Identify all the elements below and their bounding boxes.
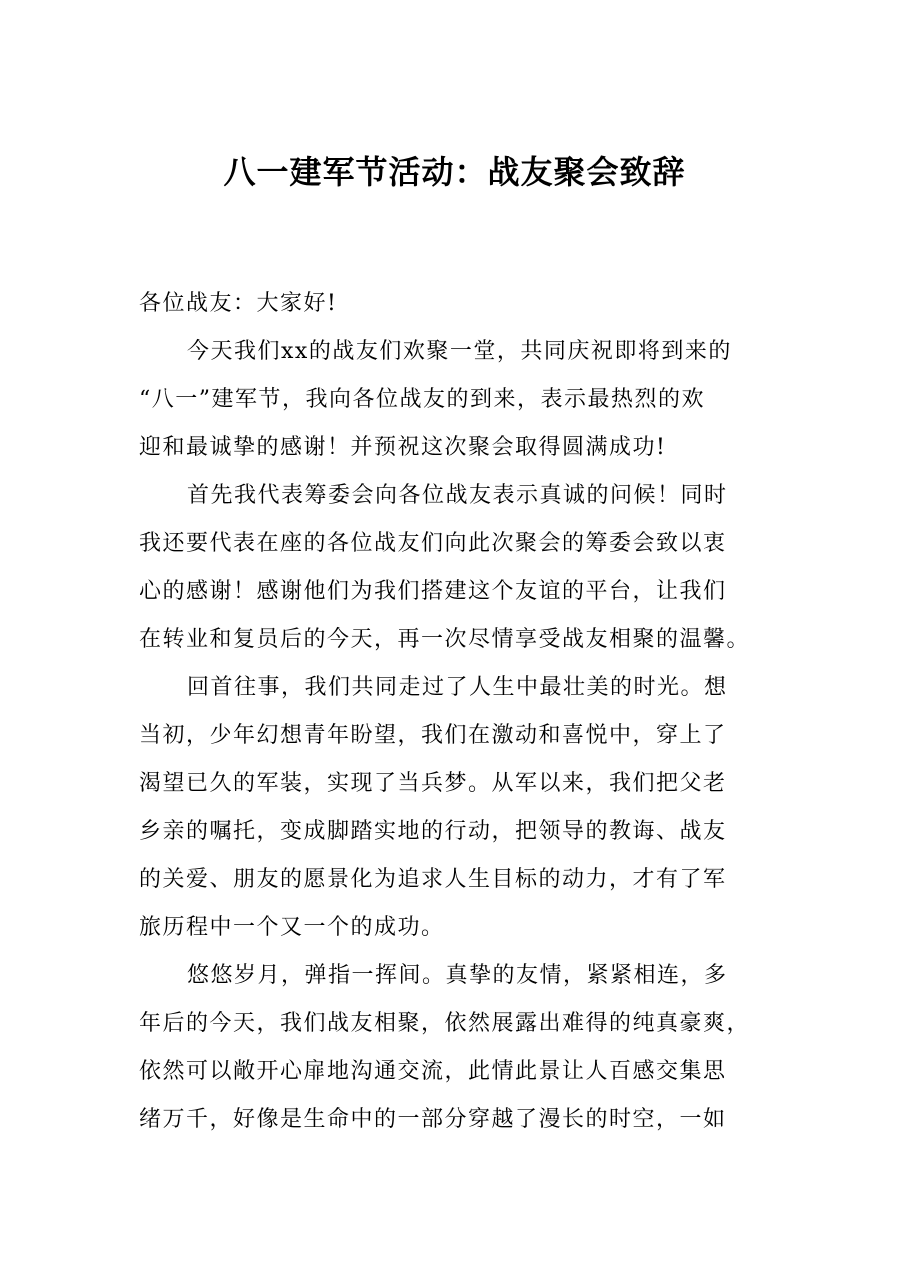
paragraph-line: 心的感谢！感谢他们为我们搭建这个友谊的平台，让我们 [139,579,727,604]
paragraph-line: 我还要代表在座的各位战友们向此次聚会的筹委会致以衷 [139,531,727,556]
paragraph-line: 当初，少年幻想青年盼望，我们在激动和喜悦中，穿上了 [139,723,727,748]
paragraph-line: 依然可以敞开心扉地沟通交流，此情此景让人百感交集思 [139,1059,727,1084]
paragraph-line: 年后的今天，我们战友相聚，依然展露出难得的纯真豪爽， [139,1011,751,1036]
paragraph-line: 悠悠岁月，弹指一挥间。真挚的友情，紧紧相连，多 [187,963,728,988]
paragraph-line: “八一”建军节，我向各位战友的到来，表示最热烈的欢 [139,387,705,412]
paragraph-line: 旅历程中一个又一个的成功。 [139,915,445,940]
paragraph-line: 回首往事，我们共同走过了人生中最壮美的时光。想 [187,675,728,700]
paragraph-line: 今天我们xx的战友们欢聚一堂，共同庆祝即将到来的 [187,339,732,364]
paragraph-line: 渴望已久的军装，实现了当兵梦。从军以来，我们把父老 [139,771,727,796]
paragraph-line: 首先我代表筹委会向各位战友表示真诚的问候！同时 [187,483,728,508]
document-body [139,280,769,1144]
paragraph-line: 的关爱、朋友的愿景化为追求人生目标的动力，才有了军 [139,867,727,892]
paragraph-line: 绪万千，好像是生命中的一部分穿越了漫长的时空，一如 [139,1107,727,1132]
paragraph-line: 乡亲的嘱托，变成脚踏实地的行动，把领导的教诲、战友 [139,819,727,844]
salutation-line: 各位战友：大家好! [139,291,338,316]
document-title: 八一建军节活动：战友聚会致辞 [223,153,686,191]
paragraph-line: 迎和最诚挚的感谢！并预祝这次聚会取得圆满成功! [139,435,667,460]
paragraph-line: 在转业和复员后的今天，再一次尽情享受战友相聚的温馨。 [139,627,751,652]
